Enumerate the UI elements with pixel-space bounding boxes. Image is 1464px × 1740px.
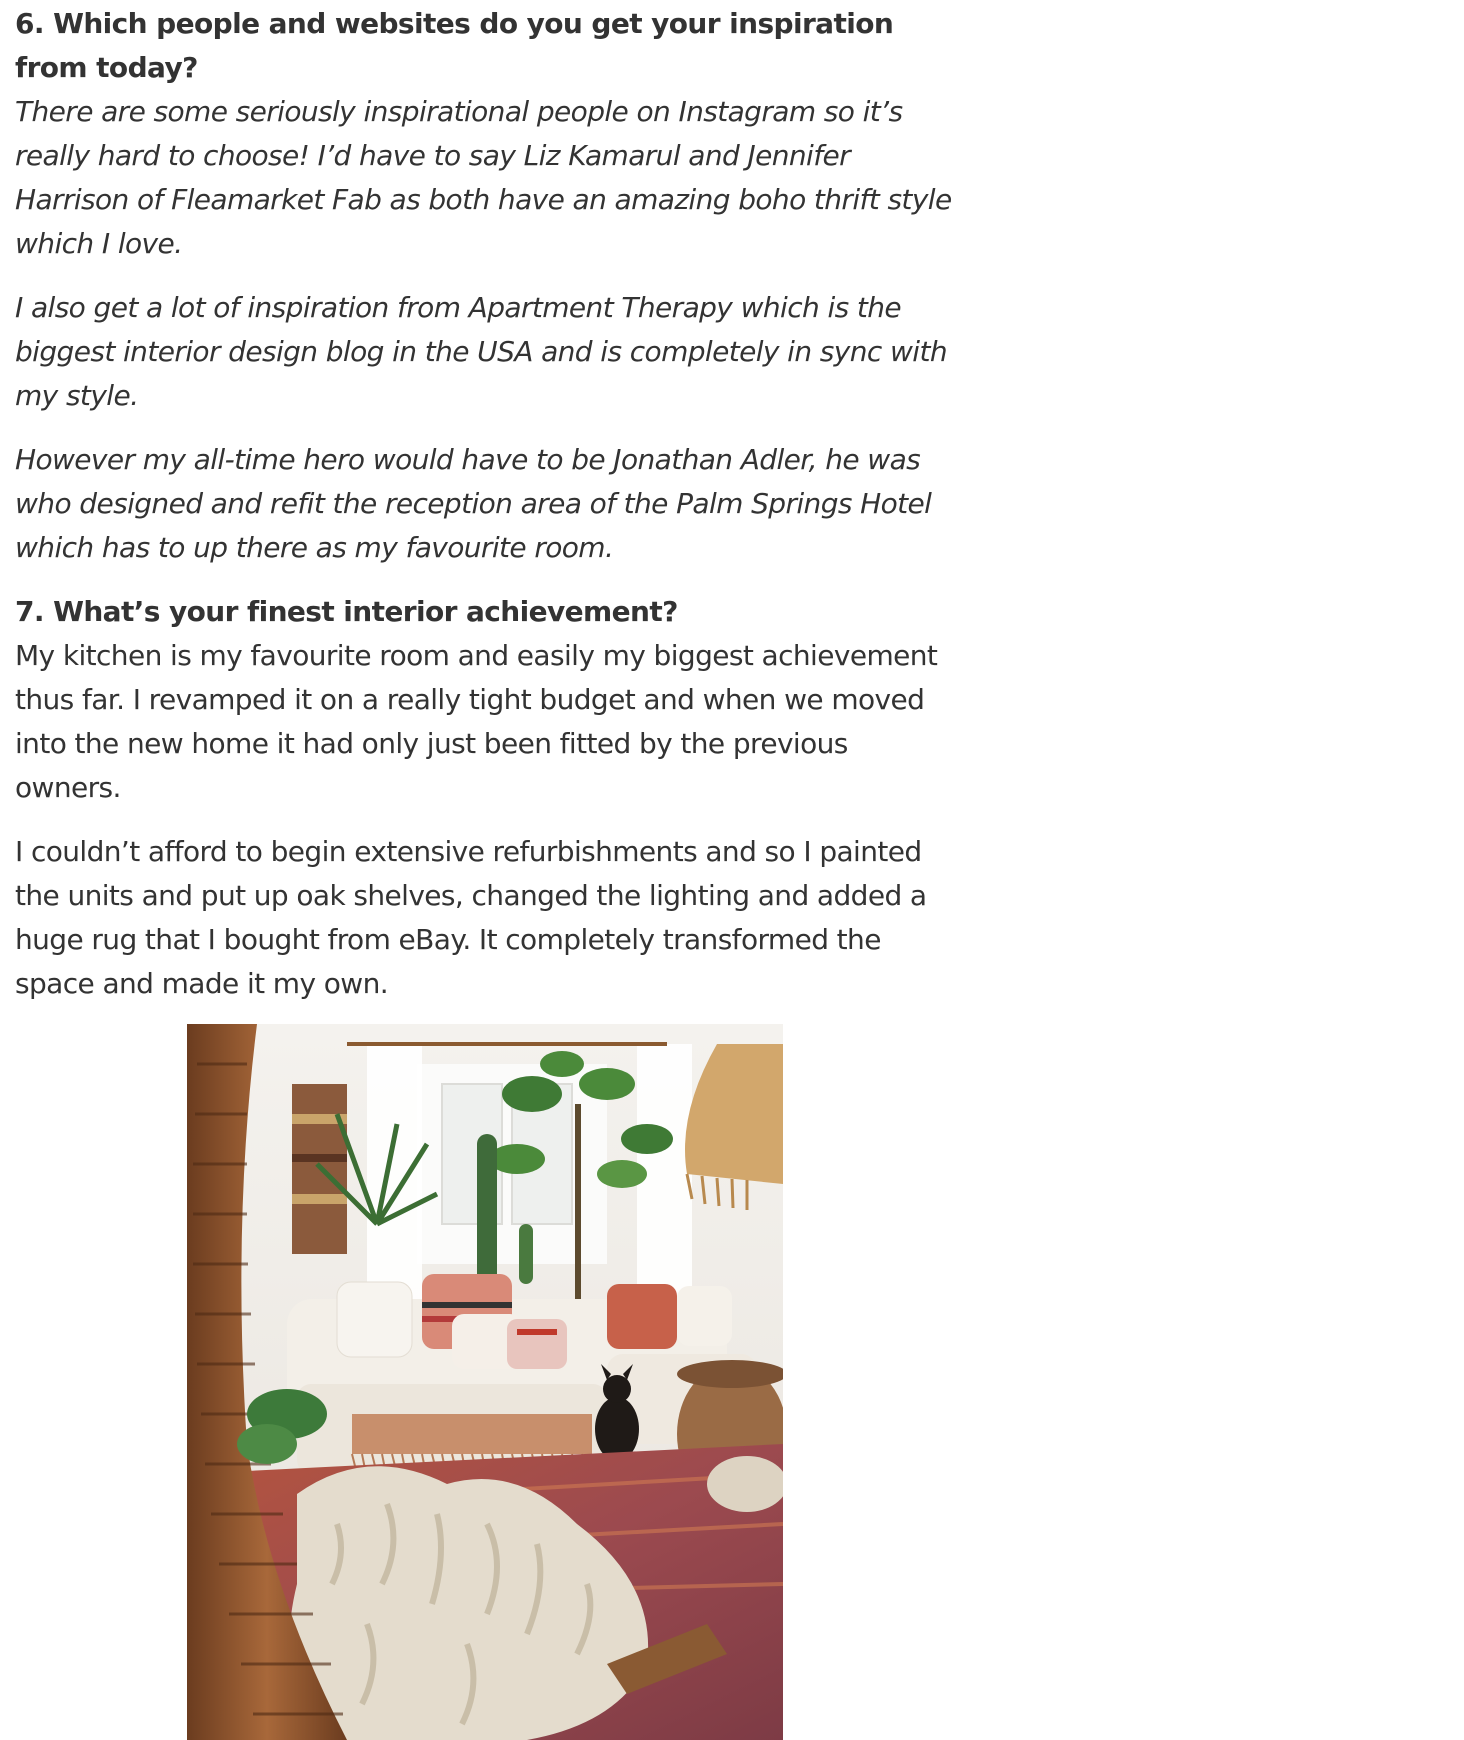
question-7-heading: 7. What’s your finest interior achievement? bbox=[15, 595, 678, 628]
living-room-photo bbox=[187, 1024, 783, 1740]
answer-7-paragraph-1: My kitchen is my favourite room and easily my biggest achievement thus far. I revamped it on a really tight budget and when we moved into the new home it had only just been fitted by the previous owners. bbox=[15, 639, 938, 804]
question-6-heading: 6. Which people and websites do you get your inspiration from today? bbox=[15, 7, 894, 84]
article-body bbox=[15, 0, 955, 1026]
answer-6-paragraph-1: There are some seriously inspirational people on Instagram so it’s really hard to choose! I’d have to say Liz Kamarul and Jennifer Harrison of Fleamarket Fab as both have an amazing boho thrift style which I love. bbox=[15, 95, 952, 260]
answer-6-paragraph-3: However my all-time hero would have to be Jonathan Adler, he was who designed and refit the reception area of the Palm Springs Hotel which has to up there as my favourite room. bbox=[15, 443, 932, 564]
answer-7-paragraph-2: I couldn’t afford to begin extensive refurbishments and so I painted the units and put up oak shelves, changed the lighting and added a huge rug that I bought from eBay. It completely transformed the space and made it my own. bbox=[15, 835, 927, 1000]
answer-6-paragraph-2: I also get a lot of inspiration from Apartment Therapy which is the biggest interior design blog in the USA and is completely in sync with my style. bbox=[15, 291, 948, 412]
